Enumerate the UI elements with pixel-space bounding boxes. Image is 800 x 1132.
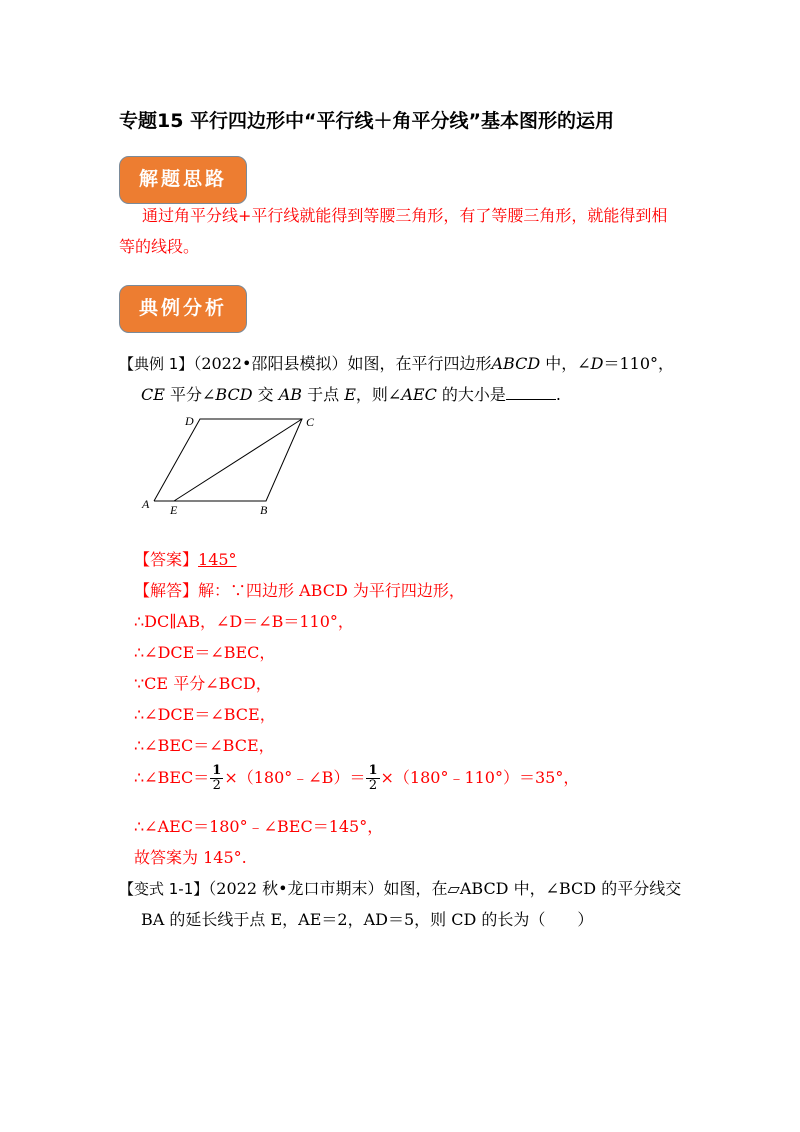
example-1-line2 <box>141 382 561 405</box>
solution-line-3: ∴∠DCE＝∠BEC， <box>134 643 276 662</box>
example-1-text: ＝110°， <box>603 354 675 373</box>
example-1-text: 平分∠ <box>164 385 216 404</box>
label-c: C <box>306 415 315 429</box>
label-e: E <box>170 503 178 517</box>
example-1-text: 于点 <box>302 385 345 404</box>
parallelogram-figure <box>136 408 326 520</box>
solution-text: ∴∠BEC＝ <box>134 768 210 787</box>
abcd-var: ABCD <box>491 354 541 373</box>
solution-text: ×（180°﹣110°）＝35°， <box>380 768 580 787</box>
example-1-text: 中，∠ <box>540 354 591 373</box>
variant-line1 <box>119 876 681 899</box>
section-badge-analysis: 典例分析 <box>119 285 247 333</box>
example-1-line1 <box>119 351 674 374</box>
answer-label: 【答案】 <box>134 550 199 569</box>
page-title: 专题15 平行四边形中“平行线＋角平分线”基本图形的运用 <box>119 110 615 132</box>
example-1-text: ，则∠ <box>355 385 402 404</box>
d-var: D <box>590 354 604 373</box>
answer-line <box>134 547 237 570</box>
solution-line-5: ∴∠DCE＝∠BCE， <box>134 705 276 724</box>
label-d: D <box>185 414 194 428</box>
section-badge-thinking: 解题思路 <box>119 156 247 204</box>
fraction-half <box>210 764 223 793</box>
ce-var: CE <box>141 385 165 404</box>
solution-line-fraction <box>134 764 579 793</box>
solution-line-4: ∵CE 平分∠BCD， <box>134 674 272 693</box>
example-1-source: （2022•邵阳县模拟）如图，在平行四边形 <box>193 354 492 373</box>
example-1-text: . <box>555 385 562 404</box>
fraction-numerator: 1 <box>368 763 378 778</box>
thinking-text-line2: 等的线段。 <box>119 237 200 256</box>
ab-var: AB <box>278 385 303 404</box>
label-b: B <box>260 503 268 517</box>
solution-label: 【解答】 <box>134 581 199 600</box>
example-1-text: 的大小是 <box>436 385 506 404</box>
e-var: E <box>344 385 356 404</box>
solution-line-6: ∴∠BEC＝∠BCE， <box>134 736 275 755</box>
solution-text: 解：∵四边形 ABCD 为平行四边形， <box>198 581 465 600</box>
solution-line-aec: ∴∠AEC＝180°﹣∠BEC＝145°， <box>134 817 384 836</box>
solution-line-1 <box>134 578 465 601</box>
example-1-label: 【典例 1】 <box>119 355 194 373</box>
fraction-numerator: 1 <box>212 763 222 778</box>
variant-label: 【变式 1-1】 <box>119 880 209 898</box>
bcd-var: BCD <box>215 385 253 404</box>
fraction-half <box>366 764 379 793</box>
answer-blank <box>506 385 556 400</box>
fraction-denominator: 2 <box>212 778 221 793</box>
variant-text: （2022 秋•龙口市期末）如图，在▱ABCD 中，∠BCD 的平分线交 <box>208 879 682 898</box>
fraction-denominator: 2 <box>368 778 378 793</box>
aec-var: AEC <box>401 385 437 404</box>
answer-value: 145° <box>198 550 237 569</box>
variant-line2: BA 的延长线于点 E，AE＝2，AD＝5，则 CD 的长为（ ） <box>141 910 594 929</box>
thinking-text-line1: 通过角平分线+平行线就能得到等腰三角形，有了等腰三角形，就能得到相 <box>142 206 668 225</box>
label-a: A <box>142 497 150 511</box>
parallelogram-outline <box>154 419 302 501</box>
example-1-text: 交 <box>252 385 279 404</box>
solution-line-2: ∴DC∥AB，∠D＝∠B＝110°， <box>134 612 354 631</box>
solution-final: 故答案为 145°. <box>134 848 247 867</box>
solution-text: ×（180°﹣∠B）＝ <box>224 768 366 787</box>
